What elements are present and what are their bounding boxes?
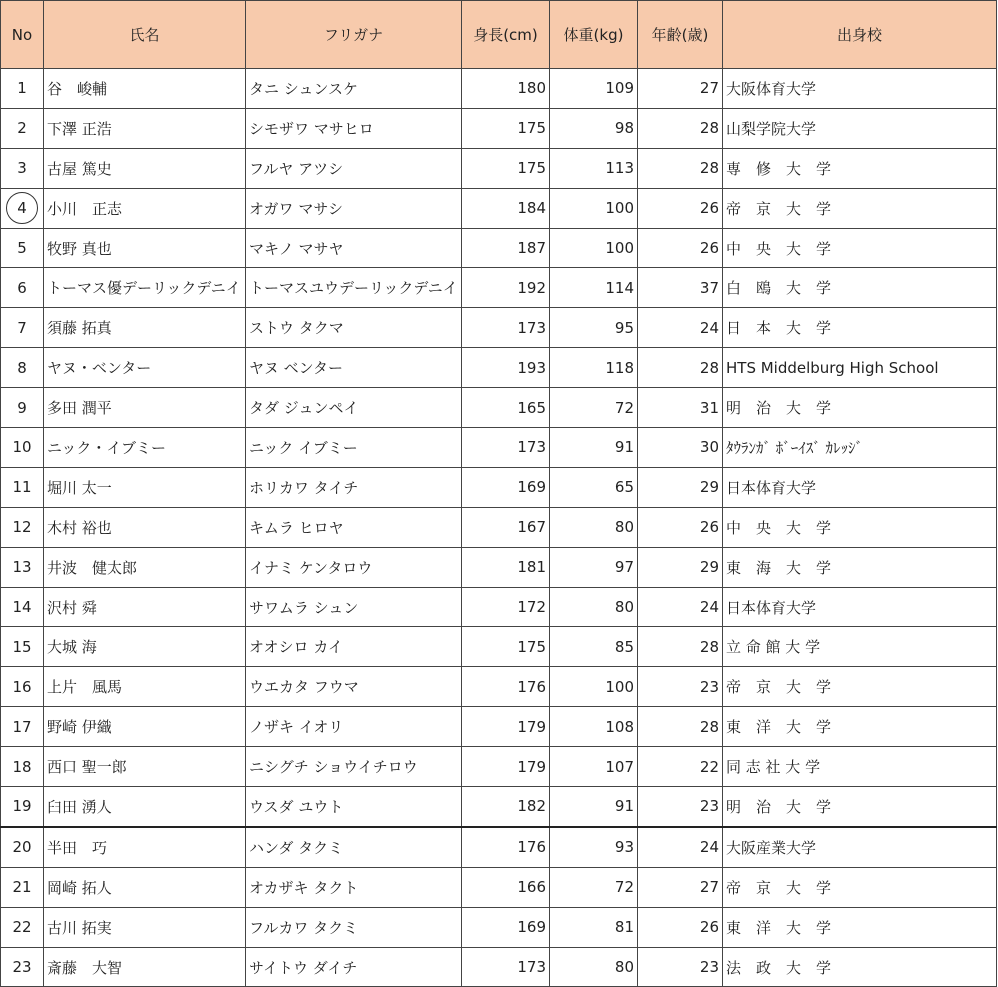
cell-name: 沢村 舜 xyxy=(44,587,246,627)
cell-height: 182 xyxy=(462,787,550,827)
cell-weight: 80 xyxy=(550,587,638,627)
table-row xyxy=(1,148,997,188)
cell-height: 166 xyxy=(462,867,550,907)
header-school: 出身校 xyxy=(723,1,997,69)
cell-no: 21 xyxy=(1,867,44,907)
cell-name: 古川 拓実 xyxy=(44,907,246,947)
table-row xyxy=(1,268,997,308)
cell-weight: 108 xyxy=(550,707,638,747)
cell-no: 22 xyxy=(1,907,44,947)
cell-height: 176 xyxy=(462,827,550,867)
cell-furigana: サイトウ ダイチ xyxy=(246,947,462,987)
table-header xyxy=(1,1,997,69)
cell-no: 19 xyxy=(1,787,44,827)
cell-school: ﾀｳﾗﾝｶﾞ ﾎﾞｰｲｽﾞ ｶﾚｯｼﾞ xyxy=(723,428,997,468)
table-row xyxy=(1,707,997,747)
table-row xyxy=(1,867,997,907)
header-weight: 体重(kg) xyxy=(550,1,638,69)
cell-name: 堀川 太一 xyxy=(44,467,246,507)
cell-school: 帝 京 大 学 xyxy=(723,188,997,228)
cell-no: 17 xyxy=(1,707,44,747)
cell-no: 8 xyxy=(1,348,44,388)
cell-weight: 95 xyxy=(550,308,638,348)
cell-name: 井波 健太郎 xyxy=(44,547,246,587)
cell-no: 13 xyxy=(1,547,44,587)
table-row xyxy=(1,507,997,547)
cell-furigana: ストウ タクマ xyxy=(246,308,462,348)
cell-age: 30 xyxy=(638,428,723,468)
cell-weight: 80 xyxy=(550,507,638,547)
cell-height: 172 xyxy=(462,587,550,627)
cell-name: 小川 正志 xyxy=(44,188,246,228)
cell-age: 31 xyxy=(638,388,723,428)
table-row xyxy=(1,388,997,428)
cell-no: 18 xyxy=(1,747,44,787)
cell-furigana: オガワ マサシ xyxy=(246,188,462,228)
cell-furigana: ハンダ タクミ xyxy=(246,827,462,867)
cell-age: 23 xyxy=(638,787,723,827)
table-body xyxy=(1,69,997,987)
cell-age: 28 xyxy=(638,148,723,188)
cell-furigana: トーマスユウデーリックデニイ xyxy=(246,268,462,308)
cell-name: 牧野 真也 xyxy=(44,228,246,268)
cell-school: 同 志 社 大 学 xyxy=(723,747,997,787)
cell-name: ヤヌ・ベンター xyxy=(44,348,246,388)
cell-no: 10 xyxy=(1,428,44,468)
cell-weight: 114 xyxy=(550,268,638,308)
cell-name: 谷 峻輔 xyxy=(44,69,246,109)
cell-weight: 98 xyxy=(550,108,638,148)
cell-no xyxy=(1,188,44,228)
cell-weight: 91 xyxy=(550,787,638,827)
cell-weight: 107 xyxy=(550,747,638,787)
table-row xyxy=(1,348,997,388)
cell-no: 1 xyxy=(1,69,44,109)
table-row xyxy=(1,827,997,867)
header-no: No xyxy=(1,1,44,69)
cell-furigana: ニシグチ ショウイチロウ xyxy=(246,747,462,787)
header-furigana: フリガナ xyxy=(246,1,462,69)
cell-height: 173 xyxy=(462,947,550,987)
cell-weight: 85 xyxy=(550,627,638,667)
cell-weight: 80 xyxy=(550,947,638,987)
cell-furigana: ホリカワ タイチ xyxy=(246,467,462,507)
cell-height: 184 xyxy=(462,188,550,228)
cell-school: 東 洋 大 学 xyxy=(723,907,997,947)
cell-height: 176 xyxy=(462,667,550,707)
table-row xyxy=(1,627,997,667)
cell-no: 5 xyxy=(1,228,44,268)
cell-weight: 109 xyxy=(550,69,638,109)
cell-school: 中 央 大 学 xyxy=(723,507,997,547)
cell-no: 9 xyxy=(1,388,44,428)
table-row xyxy=(1,787,997,827)
cell-name: 臼田 湧人 xyxy=(44,787,246,827)
cell-age: 28 xyxy=(638,108,723,148)
table-row xyxy=(1,587,997,627)
cell-school: 白 鴎 大 学 xyxy=(723,268,997,308)
cell-weight: 72 xyxy=(550,388,638,428)
cell-school: 立 命 館 大 学 xyxy=(723,627,997,667)
cell-school: 山梨学院大学 xyxy=(723,108,997,148)
cell-age: 27 xyxy=(638,867,723,907)
cell-height: 175 xyxy=(462,108,550,148)
cell-age: 26 xyxy=(638,907,723,947)
cell-height: 187 xyxy=(462,228,550,268)
cell-height: 192 xyxy=(462,268,550,308)
cell-school: 日本体育大学 xyxy=(723,467,997,507)
cell-age: 28 xyxy=(638,348,723,388)
cell-weight: 81 xyxy=(550,907,638,947)
cell-name: 岡崎 拓人 xyxy=(44,867,246,907)
cell-school: 日本体育大学 xyxy=(723,587,997,627)
cell-school: 専 修 大 学 xyxy=(723,148,997,188)
cell-height: 175 xyxy=(462,148,550,188)
cell-height: 175 xyxy=(462,627,550,667)
cell-school: 帝 京 大 学 xyxy=(723,667,997,707)
circled-number: 4 xyxy=(6,192,38,224)
table-row xyxy=(1,547,997,587)
cell-weight: 118 xyxy=(550,348,638,388)
cell-height: 169 xyxy=(462,907,550,947)
cell-age: 23 xyxy=(638,667,723,707)
table-row xyxy=(1,108,997,148)
cell-name: 西口 聖一郎 xyxy=(44,747,246,787)
cell-no: 14 xyxy=(1,587,44,627)
cell-name: 多田 潤平 xyxy=(44,388,246,428)
cell-age: 28 xyxy=(638,707,723,747)
cell-name: 半田 巧 xyxy=(44,827,246,867)
cell-height: 180 xyxy=(462,69,550,109)
cell-height: 169 xyxy=(462,467,550,507)
cell-furigana: ウエカタ フウマ xyxy=(246,667,462,707)
cell-age: 23 xyxy=(638,947,723,987)
cell-age: 37 xyxy=(638,268,723,308)
cell-no: 16 xyxy=(1,667,44,707)
cell-age: 29 xyxy=(638,467,723,507)
cell-name: 上片 風馬 xyxy=(44,667,246,707)
cell-age: 29 xyxy=(638,547,723,587)
cell-furigana: タダ ジュンペイ xyxy=(246,388,462,428)
cell-school: 明 治 大 学 xyxy=(723,388,997,428)
table-row xyxy=(1,747,997,787)
table-row xyxy=(1,667,997,707)
table-row xyxy=(1,188,997,228)
cell-name: ニック・イブミー xyxy=(44,428,246,468)
cell-name: 斎藤 大智 xyxy=(44,947,246,987)
cell-height: 173 xyxy=(462,428,550,468)
cell-school: 明 治 大 学 xyxy=(723,787,997,827)
cell-furigana: オカザキ タクト xyxy=(246,867,462,907)
cell-school: 帝 京 大 学 xyxy=(723,867,997,907)
cell-weight: 97 xyxy=(550,547,638,587)
cell-no: 6 xyxy=(1,268,44,308)
cell-height: 173 xyxy=(462,308,550,348)
cell-school: 中 央 大 学 xyxy=(723,228,997,268)
cell-weight: 100 xyxy=(550,228,638,268)
header-age: 年齢(歳) xyxy=(638,1,723,69)
cell-furigana: サワムラ シュン xyxy=(246,587,462,627)
cell-age: 26 xyxy=(638,188,723,228)
cell-height: 179 xyxy=(462,747,550,787)
cell-age: 28 xyxy=(638,627,723,667)
table-row xyxy=(1,308,997,348)
cell-school: 日 本 大 学 xyxy=(723,308,997,348)
table-row xyxy=(1,228,997,268)
cell-no: 15 xyxy=(1,627,44,667)
cell-school: 大阪産業大学 xyxy=(723,827,997,867)
cell-age: 24 xyxy=(638,308,723,348)
table-row xyxy=(1,907,997,947)
header-name: 氏名 xyxy=(44,1,246,69)
cell-weight: 91 xyxy=(550,428,638,468)
cell-height: 181 xyxy=(462,547,550,587)
cell-name: 野崎 伊織 xyxy=(44,707,246,747)
cell-name: 古屋 篤史 xyxy=(44,148,246,188)
cell-furigana: フルカワ タクミ xyxy=(246,907,462,947)
cell-furigana: ノザキ イオリ xyxy=(246,707,462,747)
cell-name: 木村 裕也 xyxy=(44,507,246,547)
cell-name: 須藤 拓真 xyxy=(44,308,246,348)
cell-height: 165 xyxy=(462,388,550,428)
cell-weight: 93 xyxy=(550,827,638,867)
cell-furigana: フルヤ アツシ xyxy=(246,148,462,188)
cell-name: 大城 海 xyxy=(44,627,246,667)
cell-school: 東 洋 大 学 xyxy=(723,707,997,747)
cell-weight: 100 xyxy=(550,188,638,228)
cell-name: 下澤 正浩 xyxy=(44,108,246,148)
header-height: 身長(cm) xyxy=(462,1,550,69)
table-row xyxy=(1,467,997,507)
cell-school: 大阪体育大学 xyxy=(723,69,997,109)
header-row xyxy=(1,1,997,69)
cell-furigana: マキノ マサヤ xyxy=(246,228,462,268)
cell-furigana: ニック イブミー xyxy=(246,428,462,468)
cell-furigana: オオシロ カイ xyxy=(246,627,462,667)
cell-school: 東 海 大 学 xyxy=(723,547,997,587)
cell-age: 22 xyxy=(638,747,723,787)
table-row xyxy=(1,947,997,987)
cell-height: 167 xyxy=(462,507,550,547)
cell-no: 2 xyxy=(1,108,44,148)
cell-age: 24 xyxy=(638,827,723,867)
cell-weight: 65 xyxy=(550,467,638,507)
cell-age: 26 xyxy=(638,507,723,547)
cell-school: HTS Middelburg High School xyxy=(723,348,997,388)
cell-no: 3 xyxy=(1,148,44,188)
cell-no: 12 xyxy=(1,507,44,547)
cell-school: 法 政 大 学 xyxy=(723,947,997,987)
cell-height: 193 xyxy=(462,348,550,388)
cell-weight: 72 xyxy=(550,867,638,907)
cell-weight: 100 xyxy=(550,667,638,707)
cell-age: 26 xyxy=(638,228,723,268)
cell-height: 179 xyxy=(462,707,550,747)
cell-no: 23 xyxy=(1,947,44,987)
cell-no: 11 xyxy=(1,467,44,507)
cell-furigana: シモザワ マサヒロ xyxy=(246,108,462,148)
table-row xyxy=(1,69,997,109)
cell-furigana: ヤヌ ベンター xyxy=(246,348,462,388)
table-row xyxy=(1,428,997,468)
cell-furigana: タニ シュンスケ xyxy=(246,69,462,109)
cell-furigana: イナミ ケンタロウ xyxy=(246,547,462,587)
cell-weight: 113 xyxy=(550,148,638,188)
cell-name: トーマス優デーリックデニイ xyxy=(44,268,246,308)
cell-no: 20 xyxy=(1,827,44,867)
cell-age: 24 xyxy=(638,587,723,627)
cell-furigana: キムラ ヒロヤ xyxy=(246,507,462,547)
cell-age: 27 xyxy=(638,69,723,109)
cell-no: 7 xyxy=(1,308,44,348)
cell-furigana: ウスダ ユウト xyxy=(246,787,462,827)
